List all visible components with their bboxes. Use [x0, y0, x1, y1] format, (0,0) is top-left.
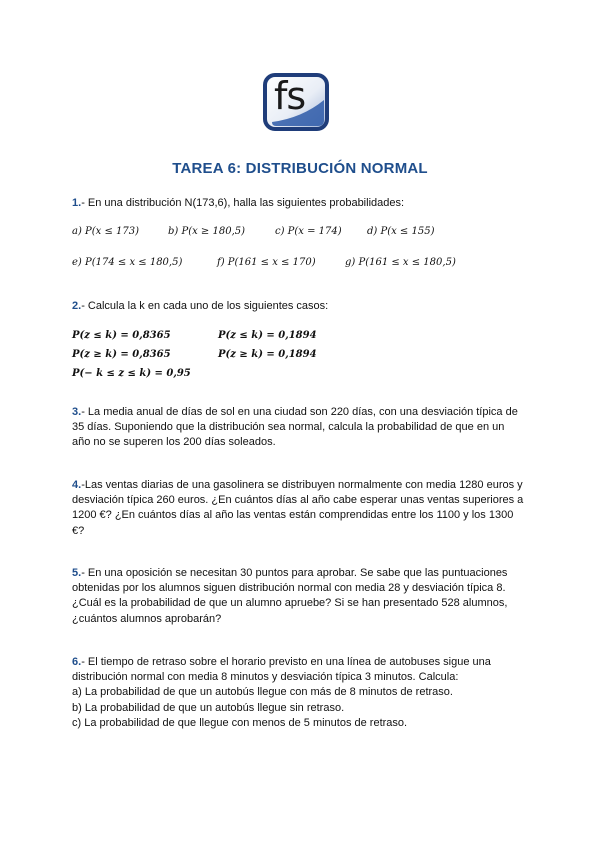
page-title: TAREA 6: DISTRIBUCIÓN NORMAL: [172, 160, 428, 177]
formula: a) P(x ≤ 173): [72, 226, 140, 237]
question-number: 1.: [72, 197, 82, 209]
question-3: [72, 405, 532, 451]
question-number: 3.: [72, 406, 82, 418]
text-line: b) La probabilidad de que un autobús llegue sin retraso.: [72, 701, 345, 714]
formula: P(z ≥ k) = 0,8365: [72, 349, 171, 360]
text-line: a) La probabilidad de que un autobús llegue con más de 8 minutos de retraso.: [72, 686, 453, 699]
question-number: 2.: [72, 300, 82, 312]
text-line: distribución normal con media 8 minutos y desviación típica 3 minutos. Calcula:: [72, 671, 459, 684]
logo-text: fs: [274, 74, 306, 118]
text-line: - La media anual de días de sol en una ciudad son 220 días, con una desviación típica de: [81, 406, 518, 418]
formula: b) P(x ≥ 180,5): [168, 226, 246, 237]
text-line: - El tiempo de retraso sobre el horario previsto en una línea de autobuses sigue una: [81, 656, 491, 668]
text-line: 1200 €? ¿En cuántos días al año las ventas están comprendidas entre los 1100 y los 1300: [72, 509, 514, 522]
formula: P(z ≤ k) = 0,8365: [72, 330, 171, 341]
formula: P(z ≤ k) = 0,1894: [218, 330, 317, 341]
formula: P(z ≥ k) = 0,1894: [218, 349, 317, 360]
text-line: ¿cuántos alumnos aprobarán?: [72, 612, 222, 625]
formula: c) P(x = 174): [275, 226, 342, 237]
question-text: - Calcula la k en cada uno de los siguientes casos:: [81, 300, 329, 312]
text-line: 35 días. Suponiendo que la distribución sea normal, calcula la probabilidad de que en un: [72, 421, 505, 434]
question-1: [72, 196, 532, 211]
formula: g) P(161 ≤ x ≤ 180,5): [345, 257, 456, 268]
text-line: €?: [72, 524, 85, 537]
question-number: 5.: [72, 567, 82, 579]
text-line: c) La probabilidad de que llegue con menos de 5 minutos de retraso.: [72, 716, 408, 729]
question-text: - En una distribución N(173,6), halla las siguientes probabilidades:: [81, 197, 405, 209]
formula: P(− k ≤ z ≤ k) = 0,95: [72, 368, 191, 379]
question-number: 4.: [72, 479, 82, 491]
text-line: ¿Cuál es la probabilidad de que un alumno apruebe? Si se han presentado 528 alumnos,: [72, 597, 508, 610]
question-2: [72, 299, 532, 314]
text-line: desviación típica 260 euros. ¿En cuántos días al año cabe esperar unas ventas superiores a: [72, 494, 524, 507]
text-line: -Las ventas diarias de una gasolinera se distribuyen normalmente con media 1280 euros y: [81, 479, 523, 491]
text-line: obtenidas por los alumnos siguen distribución normal con media 28 y desviación típica 8.: [72, 582, 506, 595]
question-5: [72, 566, 532, 627]
question-number: 6.: [72, 656, 82, 668]
text-line: - En una oposición se necesitan 30 puntos para aprobar. Se sabe que las puntuaciones: [81, 567, 508, 579]
formula: e) P(174 ≤ x ≤ 180,5): [72, 257, 183, 268]
question-4: [72, 478, 532, 539]
formula: d) P(x ≤ 155): [367, 226, 435, 237]
question-6: [72, 655, 532, 731]
text-line: año no se superen los 200 días soleados.: [72, 436, 276, 449]
formula: f) P(161 ≤ x ≤ 170): [217, 257, 316, 268]
fs-logo: [262, 72, 334, 134]
